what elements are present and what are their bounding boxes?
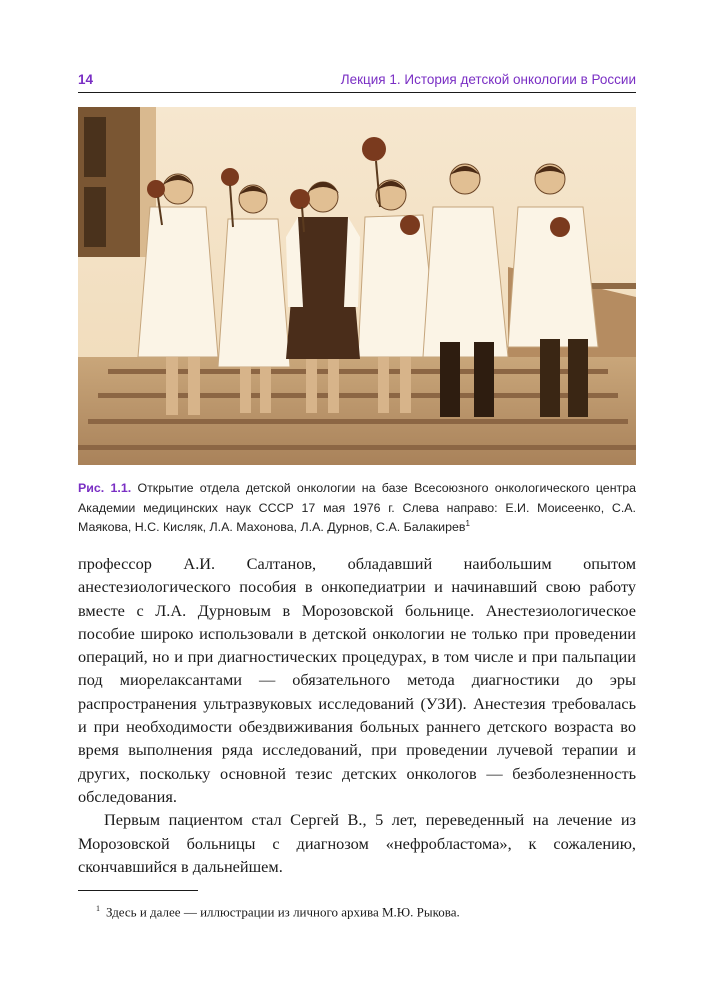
paragraph: Первым пациентом стал Сергей В., 5 лет, переведенный на лечение из Морозовской больницы с диагнозом «нефробластома», к сожалению, скончавшийся в дальнейшем.: [78, 810, 636, 876]
body-text: [78, 552, 636, 878]
footnote-marker: 1: [96, 904, 100, 913]
caption-footnote-ref: 1: [465, 518, 470, 528]
footnote-rule: [78, 890, 198, 891]
caption-text: Открытие отдела детской онкологии на базе Всесоюзного онкологического центра Академии медицинских наук СССР 17 мая 1976 г. Слева направо: Е.И. Моисеенко, С.А. Маякова, Н.С. Кисляк, Л.А. Махонова, Л.А. Дурнов, С.А. Балакирев: [78, 481, 637, 534]
running-title: Лекция 1. История детской онкологии в России: [340, 72, 636, 87]
header-rule: [78, 92, 636, 93]
paragraph: профессор А.И. Салтанов, обладавший наибольшим опытом анестезиологического пособия в онкопедиатрии и начинавший свою работу вместе с Л.А. Дурновым в Морозовской больнице. Анестезиологическое пособие широко использовали в детской онкологии не только при проведении операций, но и при диагностических процедурах, в том числе и при пальпации под миорелаксантами — обязательного метода диагностики до эры распространения ультразвуковых исследований (УЗИ). Анестезия требовалась и при необходимости обездвиживания больных раннего детского возраста во время выполнения ряда исследований, при проведении лучевой терапии и других, поскольку основной тезис детских онкологов — безболезненность обследования.: [78, 554, 636, 806]
figure-label: Рис. 1.1.: [78, 481, 132, 495]
page-number: 14: [78, 72, 94, 87]
footnote-text: Здесь и далее — иллюстрации из личного архива М.Ю. Рыкова.: [106, 904, 460, 920]
page-header: [78, 72, 636, 92]
footnote: [78, 900, 636, 921]
figure-caption: [78, 479, 636, 538]
figure-photo: [78, 107, 636, 465]
